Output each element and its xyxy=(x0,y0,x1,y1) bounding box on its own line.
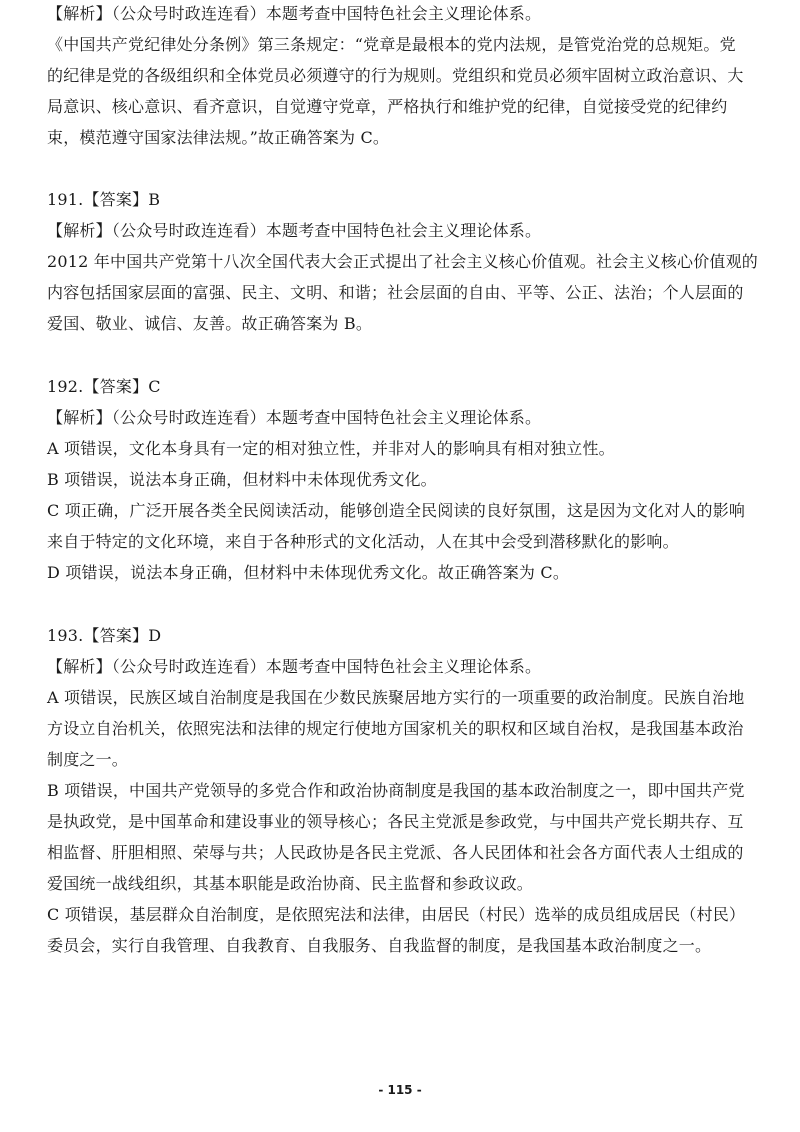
text-line: B 项错误，说法本身正确，但材料中未体现优秀文化。 xyxy=(47,470,437,489)
question-answer-193: 193.【答案】D xyxy=(47,626,162,645)
text-line: 【解析】（公众号时政连连看）本题考查中国特色社会主义理论体系。 xyxy=(47,657,542,676)
text-line: 【解析】（公众号时政连连看）本题考查中国特色社会主义理论体系。 xyxy=(47,408,542,427)
text-line: 来自于特定的文化环境，来自于各种形式的文化活动，人在其中会受到潜移默化的影响。 xyxy=(47,532,679,551)
text-line: 委员会，实行自我管理、自我教育、自我服务、自我监督的制度，是我国基本政治制度之一。 xyxy=(47,936,712,955)
text-line: 相监督、肝胆相照、荣辱与共；人民政协是各民主党派、各人民团体和社会各方面代表人士组成的 xyxy=(47,843,744,862)
text-line: 方设立自治机关，依照宪法和法律的规定行使地方国家机关的职权和区域自治权，是我国基本政治 xyxy=(47,719,744,738)
question-answer-191: 191.【答案】B xyxy=(47,190,161,209)
text-line: B 项错误，中国共产党领导的多党合作和政治协商制度是我国的基本政治制度之一，即中国共产党 xyxy=(47,781,745,800)
text-line: 【解析】（公众号时政连连看）本题考查中国特色社会主义理论体系。 xyxy=(47,221,542,240)
text-line: 内容包括国家层面的富强、民主、文明、和谐；社会层面的自由、平等、公正、法治；个人层面的 xyxy=(47,283,744,302)
text-line: D 项错误，说法本身正确，但材料中未体现优秀文化。故正确答案为 C。 xyxy=(47,563,570,582)
text-line: 的纪律是党的各级组织和全体党员必须遵守的行为规则。党组织和党员必须牢固树立政治意识、大 xyxy=(47,66,744,85)
text-line: 局意识、核心意识、看齐意识，自觉遵守党章，严格执行和维护党的纪律，自觉接受党的纪律约 xyxy=(47,97,728,116)
text-line: A 项错误，民族区域自治制度是我国在少数民族聚居地方实行的一项重要的政治制度。民族自治地 xyxy=(47,688,745,707)
text-line: 爱国、敬业、诚信、友善。故正确答案为 B。 xyxy=(47,314,373,333)
text-line: 《中国共产党纪律处分条例》第三条规定：“党章是最根本的党内法规，是管党治党的总规矩。党 xyxy=(47,35,736,54)
page-number: - 115 - xyxy=(378,1083,422,1097)
text-line: 束，模范遵守国家法律法规。”故正确答案为 C。 xyxy=(47,128,390,147)
question-answer-192: 192.【答案】C xyxy=(47,377,161,396)
text-line: C 项正确，广泛开展各类全民阅读活动，能够创造全民阅读的良好氛围，这是因为文化对人的影响 xyxy=(47,501,746,520)
text-line: 【解析】（公众号时政连连看）本题考查中国特色社会主义理论体系。 xyxy=(47,4,542,23)
text-line: 制度之一。 xyxy=(47,750,129,769)
text-line: 是执政党，是中国革命和建设事业的领导核心；各民主党派是参政党，与中国共产党长期共存、互 xyxy=(47,812,744,831)
text-line: C 项错误，基层群众自治制度，是依照宪法和法律，由居民（村民）选举的成员组成居民（村民） xyxy=(47,905,746,924)
text-line: 爱国统一战线组织，其基本职能是政治协商、民主监督和参政议政。 xyxy=(47,874,534,893)
text-line: 2012 年中国共产党第十八次全国代表大会正式提出了社会主义核心价值观。社会主义核心价值观的 xyxy=(47,252,759,271)
text-line: A 项错误，文化本身具有一定的相对独立性，并非对人的影响具有相对独立性。 xyxy=(47,439,615,458)
